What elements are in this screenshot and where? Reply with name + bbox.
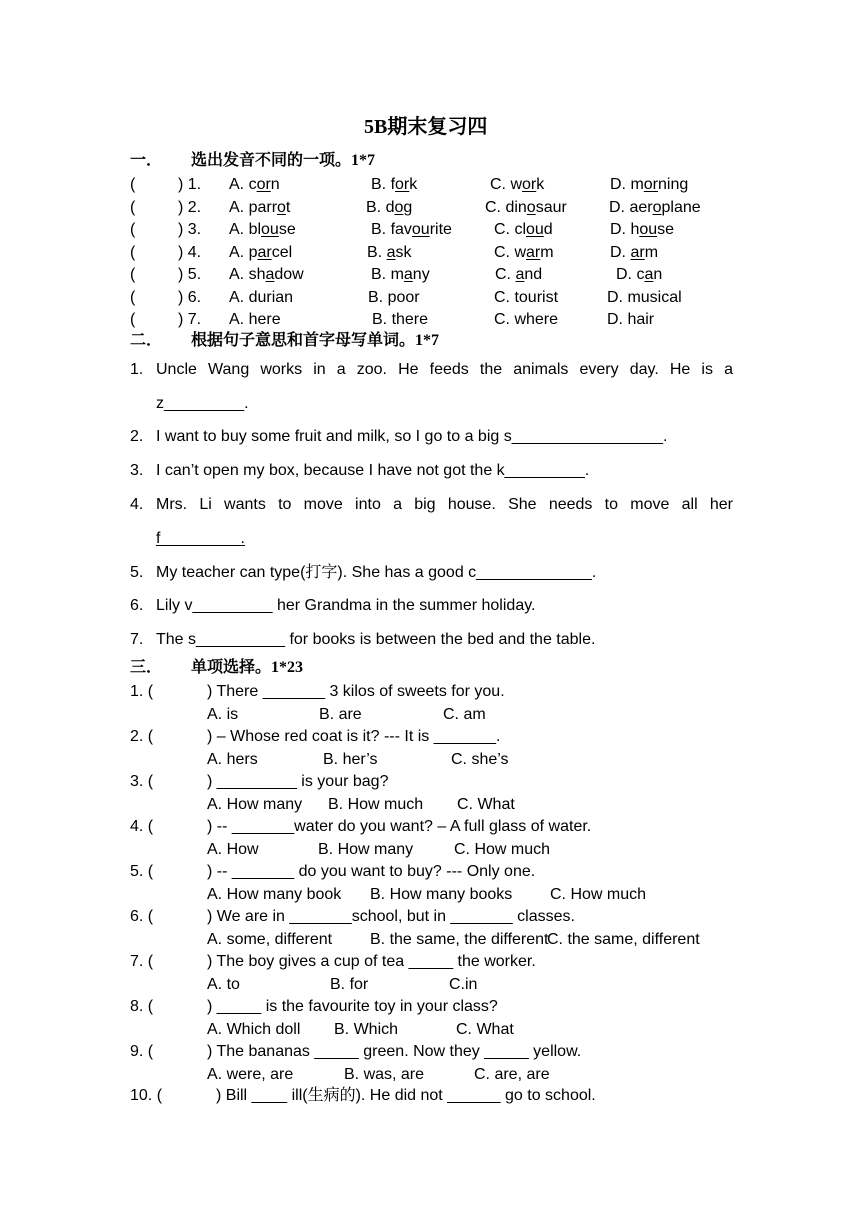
option-text: ning bbox=[658, 176, 689, 193]
option-text: rite bbox=[429, 221, 452, 238]
question-number: 5. ( bbox=[130, 863, 154, 880]
underlined-letters: or bbox=[256, 176, 271, 193]
option: B. are bbox=[319, 706, 362, 723]
option: C. are, are bbox=[474, 1066, 550, 1083]
option bbox=[494, 290, 558, 306]
option bbox=[610, 177, 688, 193]
option: B. her’s bbox=[323, 751, 378, 768]
option bbox=[229, 222, 296, 238]
option: A. How many bbox=[207, 796, 303, 813]
option: B. for bbox=[330, 976, 369, 993]
option: C. am bbox=[443, 706, 486, 723]
section-number: 二． bbox=[130, 332, 163, 349]
option-text: C. w bbox=[494, 244, 526, 261]
underlined-letters: ou bbox=[261, 221, 279, 238]
option bbox=[229, 290, 293, 306]
option: B. Which bbox=[334, 1021, 399, 1038]
answer-bracket-open: ( bbox=[130, 244, 136, 261]
option-text: D. bbox=[610, 244, 631, 261]
question-number: ) 1. bbox=[178, 176, 202, 193]
option-text: A. sh bbox=[229, 266, 266, 283]
answer-bracket-open: ( bbox=[130, 311, 136, 328]
option-text: C. din bbox=[485, 199, 527, 216]
underlined-letters: ar bbox=[257, 244, 272, 261]
option-text: C. bbox=[495, 266, 516, 283]
underlined-letters: ar bbox=[630, 244, 645, 261]
option-text: n bbox=[270, 176, 280, 193]
question-text: ) -- _______ do you want to buy? --- Only one. bbox=[207, 863, 536, 880]
question-number: 1. ( bbox=[130, 683, 154, 700]
option bbox=[616, 267, 662, 283]
question-number: 5. bbox=[130, 564, 144, 581]
option: A. Which doll bbox=[207, 1021, 301, 1038]
option-text: nd bbox=[524, 266, 543, 283]
option bbox=[229, 245, 292, 261]
underlined-letters: a bbox=[403, 266, 413, 283]
option-text: B. d bbox=[366, 199, 395, 216]
section-number: 一． bbox=[130, 152, 163, 169]
option-text: t bbox=[285, 199, 291, 216]
option bbox=[229, 267, 304, 283]
option-text: d bbox=[543, 221, 553, 238]
underlined-letters: ou bbox=[411, 221, 430, 238]
question-text: The s__________ for books is between the bed and the table. bbox=[156, 631, 596, 648]
option-text: A. here bbox=[229, 311, 281, 328]
option-text: D. hair bbox=[607, 311, 655, 328]
answer-bracket-open: ( bbox=[130, 266, 136, 283]
option bbox=[229, 312, 281, 328]
question-text-line2: z_________. bbox=[156, 395, 249, 412]
option: C. she’s bbox=[451, 751, 509, 768]
option-text: B. there bbox=[372, 311, 429, 328]
option bbox=[490, 177, 544, 193]
underlined-letters: a bbox=[386, 244, 396, 261]
question-number: 9. ( bbox=[130, 1043, 154, 1060]
option: A. How bbox=[207, 841, 259, 858]
option bbox=[607, 290, 682, 306]
option-text: C. tourist bbox=[494, 289, 559, 306]
question-number: 7. bbox=[130, 631, 144, 648]
question-text: ) We are in _______school, but in _______ classes. bbox=[207, 908, 575, 925]
option-text: C. cl bbox=[494, 221, 526, 238]
section-heading: 根据句子意思和首字母写单词。1*7 bbox=[191, 332, 440, 349]
option-text: m bbox=[644, 244, 659, 261]
option bbox=[367, 245, 411, 261]
option-text: A. parr bbox=[229, 199, 278, 216]
option-text: B. poor bbox=[368, 289, 420, 306]
option-text: n bbox=[653, 266, 663, 283]
question-text: ) – Whose red coat is it? --- It is _______. bbox=[207, 728, 501, 745]
question-number: 2. bbox=[130, 428, 144, 445]
question-text: ) The bananas _____ green. Now they _____ yellow. bbox=[207, 1043, 582, 1060]
option-text: ny bbox=[412, 266, 430, 283]
question-number: 3. ( bbox=[130, 773, 154, 790]
underlined-letters: ou bbox=[639, 221, 658, 238]
option bbox=[371, 222, 452, 238]
option: A. to bbox=[207, 976, 240, 993]
option-text: se bbox=[278, 221, 296, 238]
underlined-letters: ar bbox=[526, 244, 541, 261]
underlined-letters: ou bbox=[526, 221, 544, 238]
question-text: My teacher can type(打字). She has a good c_____________. bbox=[156, 564, 597, 581]
option: B. the same, the different bbox=[370, 931, 549, 948]
option: A. hers bbox=[207, 751, 258, 768]
option-text: dow bbox=[274, 266, 304, 283]
question-number: 10. ( bbox=[130, 1087, 163, 1104]
option-text: plane bbox=[661, 199, 701, 216]
option: C. What bbox=[456, 1021, 514, 1038]
option-text: k bbox=[536, 176, 545, 193]
option bbox=[610, 222, 674, 238]
question-number: 3. bbox=[130, 462, 144, 479]
section-heading: 单项选择。1*23 bbox=[191, 659, 304, 676]
option bbox=[229, 200, 290, 216]
option-text: A. bl bbox=[229, 221, 262, 238]
option bbox=[607, 312, 654, 328]
question-number: 4. bbox=[130, 496, 144, 513]
question-number: ) 3. bbox=[178, 221, 202, 238]
option bbox=[229, 177, 280, 193]
option-text: B. f bbox=[371, 176, 396, 193]
option: A. How many book bbox=[207, 886, 342, 903]
question-text: ) Bill ____ ill(生病的). He did not ______ go to school. bbox=[216, 1087, 596, 1104]
option-text: sk bbox=[395, 244, 412, 261]
option-text: m bbox=[540, 244, 554, 261]
option: A. is bbox=[207, 706, 239, 723]
option: B. How many books bbox=[370, 886, 513, 903]
question-text: I can’t open my box, because I have not got the k_________. bbox=[156, 462, 590, 479]
option bbox=[494, 312, 558, 328]
underlined-letters: or bbox=[643, 176, 659, 193]
option-text: D. c bbox=[616, 266, 645, 283]
question-number: ) 4. bbox=[178, 244, 202, 261]
underlined-letters: a bbox=[265, 266, 275, 283]
option-text: D. h bbox=[610, 221, 640, 238]
option: B. was, are bbox=[344, 1066, 425, 1083]
option-text: D. m bbox=[610, 176, 644, 193]
option-text: A. durian bbox=[229, 289, 294, 306]
option-text: D. aer bbox=[609, 199, 653, 216]
question-number: ) 6. bbox=[178, 289, 202, 306]
underlined-letters: or bbox=[522, 176, 537, 193]
option-text: A. p bbox=[229, 244, 258, 261]
underlined-letters: a bbox=[515, 266, 525, 283]
question-number: 8. ( bbox=[130, 998, 154, 1015]
question-number: 6. bbox=[130, 597, 144, 614]
question-text: I want to buy some fruit and milk, so I go to a big s_________________. bbox=[156, 428, 668, 445]
question-text-line2: f_________. bbox=[156, 530, 245, 547]
option-text: cel bbox=[271, 244, 293, 261]
question-number: 2. ( bbox=[130, 728, 154, 745]
underlined-letters: a bbox=[644, 266, 654, 283]
question-number: ) 5. bbox=[178, 266, 202, 283]
option-text: D. musical bbox=[607, 289, 682, 306]
question-number: 1. bbox=[130, 361, 144, 378]
answer-bracket-open: ( bbox=[130, 176, 136, 193]
option bbox=[494, 245, 554, 261]
underlined-letters: or bbox=[395, 176, 410, 193]
answer-bracket-open: ( bbox=[130, 199, 136, 216]
question-text: ) _________ is your bag? bbox=[207, 773, 389, 790]
option: B. How much bbox=[328, 796, 424, 813]
underlined-letters: o bbox=[526, 199, 536, 216]
option-text: A. c bbox=[229, 176, 257, 193]
question-text: ) There _______ 3 kilos of sweets for you. bbox=[207, 683, 505, 700]
option bbox=[494, 222, 553, 238]
option: C. the same, different bbox=[547, 931, 700, 948]
option: B. How many bbox=[318, 841, 414, 858]
question-number: ) 7. bbox=[178, 311, 202, 328]
question-number: 6. ( bbox=[130, 908, 154, 925]
option: C. What bbox=[457, 796, 515, 813]
option bbox=[372, 312, 428, 328]
question-text: Mrs. Li wants to move into a big house. She needs to move all her bbox=[156, 496, 733, 513]
option bbox=[371, 267, 430, 283]
option-text: B. fav bbox=[371, 221, 412, 238]
option bbox=[495, 267, 542, 283]
question-text: ) The boy gives a cup of tea _____ the worker. bbox=[207, 953, 536, 970]
answer-bracket-open: ( bbox=[130, 221, 136, 238]
section-heading: 选出发音不同的一项。1*7 bbox=[191, 152, 376, 169]
option bbox=[366, 200, 412, 216]
page-title: 5B期末复习四 bbox=[364, 116, 488, 138]
underlined-letters: o bbox=[652, 199, 662, 216]
answer-bracket-open: ( bbox=[130, 289, 136, 306]
question-number: ) 2. bbox=[178, 199, 202, 216]
option: A. some, different bbox=[207, 931, 333, 948]
option-text: k bbox=[409, 176, 418, 193]
question-text: Lily v_________ her Grandma in the summer holiday. bbox=[156, 597, 536, 614]
option-text: B. m bbox=[371, 266, 404, 283]
question-text: ) _____ is the favourite toy in your class? bbox=[207, 998, 498, 1015]
question-number: 7. ( bbox=[130, 953, 154, 970]
question-number: 4. ( bbox=[130, 818, 154, 835]
option bbox=[371, 177, 417, 193]
option-text: g bbox=[403, 199, 413, 216]
question-text: ) -- _______water do you want? – A full glass of water. bbox=[207, 818, 592, 835]
option: C. How much bbox=[550, 886, 647, 903]
option-text: C. w bbox=[490, 176, 522, 193]
option bbox=[368, 290, 420, 306]
option: C.in bbox=[449, 976, 478, 993]
option-text: saur bbox=[535, 199, 567, 216]
option: A. were, are bbox=[207, 1066, 294, 1083]
section-number: 三． bbox=[130, 659, 163, 676]
underlined-letters: o bbox=[277, 199, 286, 216]
question-text: Uncle Wang works in a zoo. He feeds the animals every day. He is a bbox=[156, 361, 733, 378]
option bbox=[609, 200, 701, 216]
option-text: B. bbox=[367, 244, 387, 261]
option-text: se bbox=[657, 221, 675, 238]
option bbox=[485, 200, 567, 216]
option-text: C. where bbox=[494, 311, 559, 328]
option: C. How much bbox=[454, 841, 551, 858]
option bbox=[610, 245, 658, 261]
underlined-letters: o bbox=[394, 199, 404, 216]
